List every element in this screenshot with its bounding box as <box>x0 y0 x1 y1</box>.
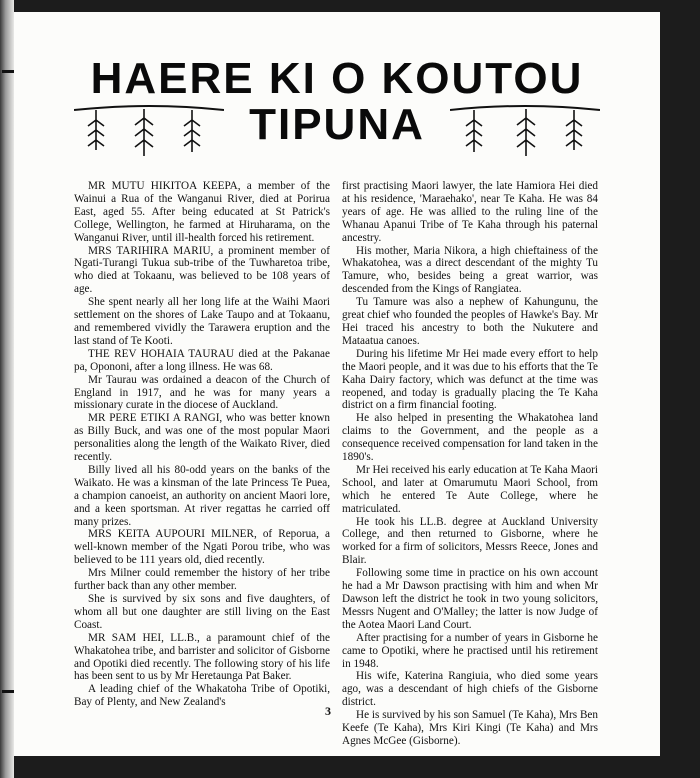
paragraph: A leading chief of the Whakatoha Tribe of Opotiki, Bay of Plenty, and New Zealand's <box>74 683 330 709</box>
paragraph: THE REV HOHAIA TAURAU died at the Pakanae pa, Opononi, after a long illness. He was 68. <box>74 347 330 373</box>
fern-frond-icon <box>450 104 600 160</box>
paragraph: Billy lived all his 80-odd years on the banks of the Waikato. He was a kinsman of the late Princess Te Puea, a champion canoeist, an authority on ancient Maori lore, and a keen sportsman. At river regattas he carried off many prizes. <box>74 463 330 528</box>
paragraph: Mrs Milner could remember the history of her tribe further back than any other member. <box>74 567 330 593</box>
paragraph: His mother, Maria Nikora, a high chieftainess of the Whakatohea, was a direct descendant of the mighty Tu Tamure, who, besides being a great warrior, was descended from the Kings of Rangiatea. <box>342 244 598 296</box>
paragraph: She is survived by six sons and five daughters, of whom all but one daughter are still living on the East Coast. <box>74 593 330 631</box>
paragraph: During his lifetime Mr Hei made every effort to help the Maori people, and it was due to his efforts that the Te Kaha Dairy factory, which was defunct at the time was reopened, and today is gradually placing the Te Kaha district on a firm financial footing. <box>342 347 598 412</box>
fern-frond-icon <box>74 104 224 160</box>
paragraph: MRS KEITA AUPOURI MILNER, of Reporua, a well-known member of the Ngati Porou tribe, who was believed to be 111 years old, died recently. <box>74 528 330 567</box>
paragraph: She spent nearly all her long life at the Waihi Maori settlement on the shores of Lake Taupo and at Tokaanu, and remembered vividly the Tarawera eruption and the last stand of Te Kooti. <box>74 296 330 347</box>
right-column <box>342 180 598 748</box>
paragraph: Following some time in practice on his own account he had a Mr Dawson practising with him and when Mr Dawson left the district he took in two young solicitors, Messrs Nugent and O'Malley; the latter is now Judge of the Aotea Maori Land Court. <box>342 567 598 631</box>
paragraph: MR SAM HEI, LL.B., a paramount chief of the Whakatohea tribe, and barrister and solicitor of Gisborne and Opotiki died recently. The following story of his life has been sent to us by Mr Heretaunga Pat Baker. <box>74 631 330 683</box>
paragraph: He is survived by his son Samuel (Te Kaha), Mrs Ben Keefe (Te Kaha), Mrs Kiri Kingi (Te Kaha) and Mrs Agnes McGee (Gisborne). <box>342 709 598 747</box>
paragraph: Mr Hei received his early education at Te Kaha Maori School, and later at Omarumutu Maori School, from which he entered Te Aute College, where he matriculated. <box>342 463 598 515</box>
paragraph: MR MUTU HIKITOA KEEPA, a member of the Wainui a Rua of the Wanganui River, died at Porirua East, aged 55. After being educated at St Patrick's College, Wellington, he farmed at Hiruharama, on the Wanganui River, until ill-health forced his retirement. <box>74 180 330 244</box>
paragraph: He took his LL.B. degree at Auckland University College, and then returned to Gisborne, where he worked for a firm of solicitors, Messrs Reece, Jones and Blair. <box>342 515 598 567</box>
paragraph: first practising Maori lawyer, the late Hamiora Hei died at his residence, 'Maraehako', near Te Kaha. He was 84 years of age. He was allied to the ruling line of the Whanau Apanui Tribe of Te Kaha through his paternal ancestry. <box>342 180 598 244</box>
magazine-page <box>14 12 660 756</box>
page-number: 3 <box>325 704 331 718</box>
paragraph: MR PERE ETIKI A RANGI, who was better known as Billy Buck, and was one of the most popular Maori personalities along the length of the Waikato River, died recently. <box>74 412 330 464</box>
paragraph: MRS TARIHIRA MARIU, a prominent member of Ngati-Turangi Tukua sub-tribe of the Tuwharetoa tribe, who died at Tokaanu, was believed to be 108 years of age. <box>74 244 330 296</box>
paragraph: His wife, Katerina Rangiuia, who died some years ago, was a descendant of high chiefs of the Gisborne district. <box>342 670 598 709</box>
headline-line-2: TIPUNA <box>249 100 425 149</box>
left-column <box>74 180 330 709</box>
paragraph: He also helped in presenting the Whakatohea land claims to the Government, and the people as a consequence received compensation for land taken in the 1890's. <box>342 412 598 464</box>
binding-edge <box>0 0 14 778</box>
paragraph: Mr Taurau was ordained a deacon of the Church of England in 1917, and he was for many years a missionary curate in the diocese of Auckland. <box>74 373 330 412</box>
paragraph: After practising for a number of years in Gisborne he came to Opotiki, where he practised until his retirement in 1948. <box>342 631 598 670</box>
paragraph: Tu Tamure was also a nephew of Kahungunu, the great chief who founded the peoples of Hawke's Bay. Mr Hei traced his ancestry to both the Nukutere and Mataatua canoes. <box>342 296 598 347</box>
headline-line-1: HAERE KI O KOUTOU <box>90 54 584 103</box>
